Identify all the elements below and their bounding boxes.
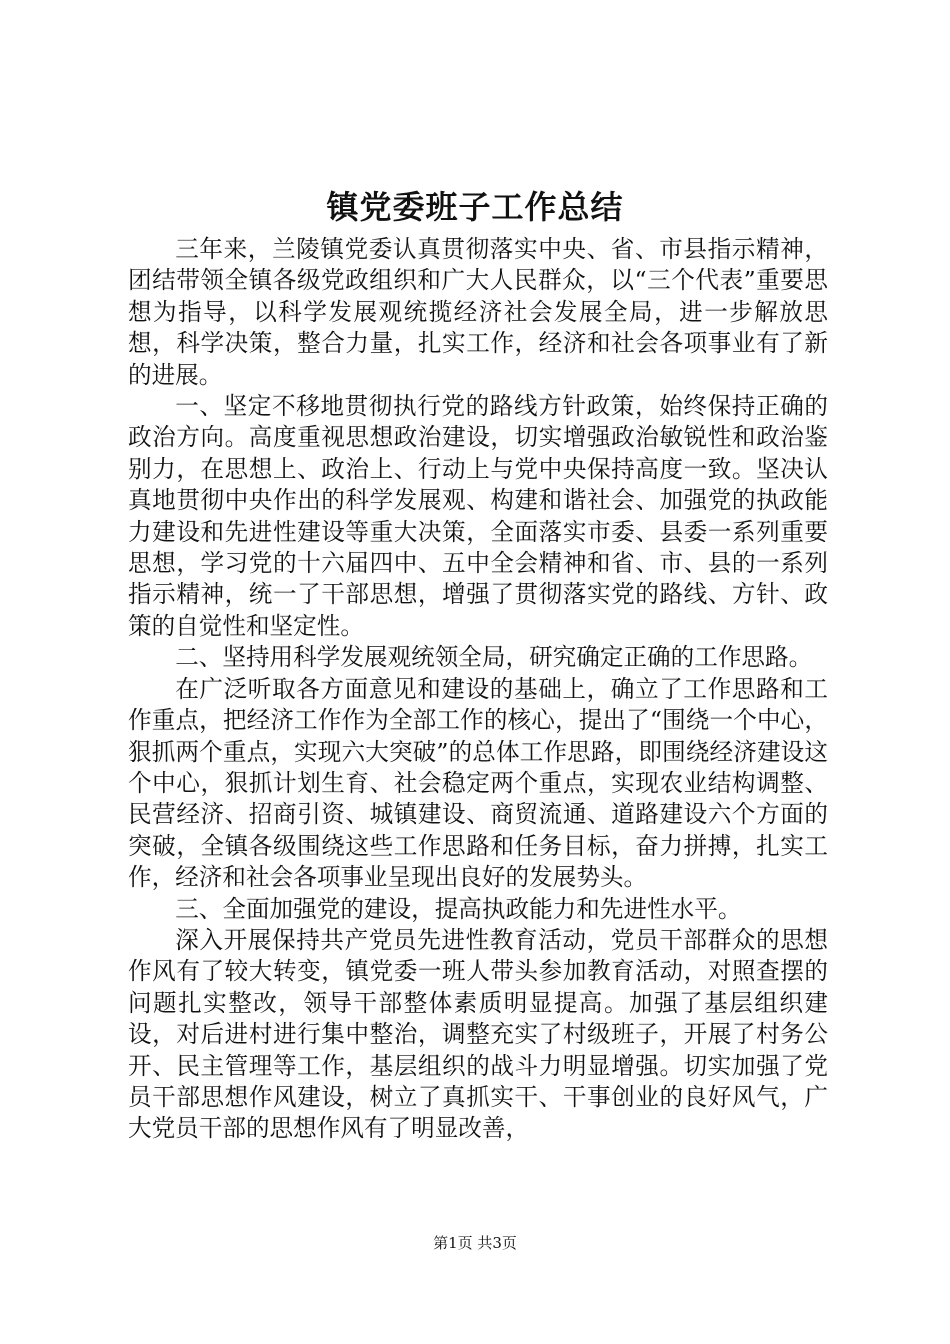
paragraph-section-3-body: 深入开展保持共产党员先进性教育活动，党员干部群众的思想作风有了较大转变，镇党委一班人带头参加教育活动，对照查摆的问题扎实整改，领导干部整体素质明显提高。加强了基层组织建设，对后进村进行集中整治，调整充实了村级班子，开展了村务公开、民主管理等工作，基层组织的战斗力明显增强。切实加强了党员干部思想作风建设，树立了真抓实干、干事创业的良好风气，广大党员干部的思想作风有了明显改善， <box>128 925 828 1143</box>
paragraph-section-3-heading: 三、全面加强党的建设，提高执政能力和先进性水平。 <box>175 894 742 923</box>
paragraph-section-1: 一、坚定不移地贯彻执行党的路线方针政策，始终保持正确的政治方向。高度重视思想政治建设，切实增强政治敏锐性和政治鉴别力，在思想上、政治上、行动上与党中央保持高度一致。坚决认真地贯彻中央作出的科学发展观、构建和谐社会、加强党的执政能力建设和先进性建设等重大决策，全面落实市委、县委一系列重要思想，学习党的十六届四中、五中全会精神和省、市、县的一系列指示精神，统一了干部思想，增强了贯彻落实党的路线、方针、政策的自觉性和坚定性。 <box>128 392 828 640</box>
document-body <box>128 234 828 1145</box>
paragraph-section-2-heading: 二、坚持用科学发展观统领全局，研究确定正确的工作思路。 <box>175 643 813 672</box>
page-footer: 第1页 共3页 <box>433 1234 517 1252</box>
document-title: 镇党委班子工作总结 <box>326 188 624 226</box>
paragraph-section-2-body: 在广泛听取各方面意见和建设的基础上，确立了工作思路和工作重点，把经济工作作为全部工作的核心，提出了“围绕一个中心，狠抓两个重点，实现六大突破”的总体工作思路，即围绕经济建设这个中心，狠抓计划生育、社会稳定两个重点，实现农业结构调整、民营经济、招商引资、城镇建设、商贸流通、道路建设六个方面的突破，全镇各级围绕这些工作思路和任务目标，奋力拼搏，扎实工作，经济和社会各项事业呈现出良好的发展势头。 <box>128 674 828 892</box>
paragraph-intro: 三年来，兰陵镇党委认真贯彻落实中央、省、市县指示精神，团结带领全镇各级党政组织和广大人民群众，以“三个代表”重要思想为指导，以科学发展观统揽经济社会发展全局，进一步解放思想，科学决策，整合力量，扎实工作，经济和社会各项事业有了新的进展。 <box>128 235 828 389</box>
